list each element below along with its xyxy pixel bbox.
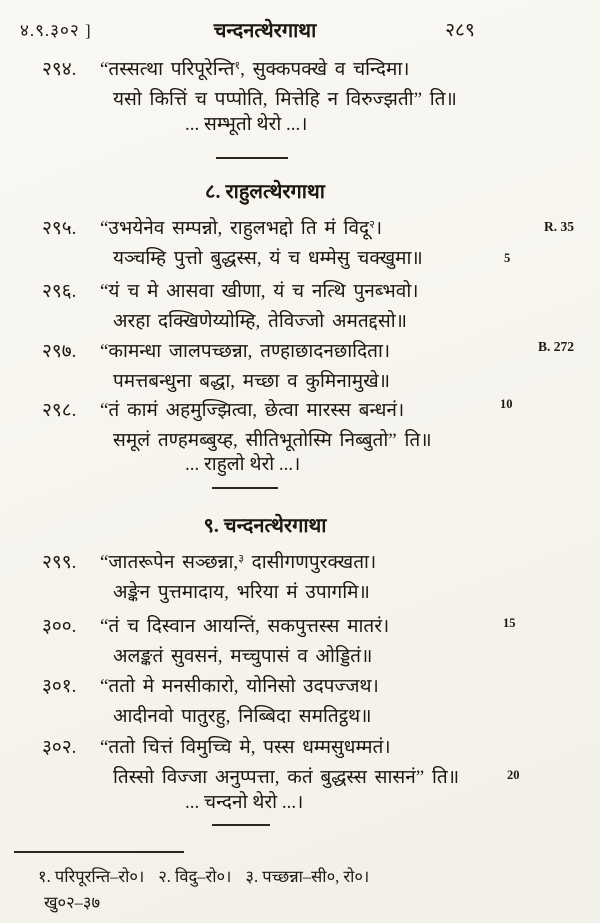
verse-number: २९८. (42, 400, 77, 421)
verse-number: २९४. (42, 59, 77, 80)
verse-number: ३०१. (42, 676, 77, 697)
margin-line-number-15: 15 (503, 616, 516, 630)
verse-302 (42, 733, 459, 793)
verse-line: अङ्केन पुत्तमादाय, भरिया मं उपागमि॥ (113, 582, 370, 603)
verse-300 (42, 612, 389, 672)
verse-line: अरहा दक्खिणेय्योम्हि, तेविज्जो अमतद्दसो॥ (113, 311, 408, 332)
verse-295 (42, 214, 423, 274)
header-verse-reference: ४.९.३०२ ] (20, 21, 92, 40)
footnote-marker: २ (369, 219, 375, 231)
verse-line: “ततो मे मनसीकारो, योनिसो उदपज्जथ। (100, 676, 379, 697)
footnote-3: ३. पच्छन्ना–सी०, रो०। (245, 867, 370, 886)
margin-line-number-5: 5 (504, 251, 511, 265)
section-heading-rahula: ८. राहुलत्थेरगाथा (205, 181, 325, 203)
verse-line: “जातरूपेन सञ्छन्ना,$^३$ दासीगणपुरक्खता। (100, 552, 377, 573)
colophon-rahulo: ... राहुलो थेरो ...। (185, 454, 301, 475)
verse-line: “तं च दिस्वान आयन्तिं, सकपुत्तस्स मातरं। (100, 616, 390, 637)
section-heading-chandana: ९. चन्दनत्थेरगाथा (203, 515, 327, 537)
verse-line: “तस्सत्था परिपूरेन्ति$^१$, सुक्कपक्खे व चन्दिमा। (100, 59, 410, 80)
volume-signature: खु०२–३७ (44, 893, 101, 912)
verse-number: २९९. (42, 552, 77, 573)
margin-ref-r35: R. 35 (544, 219, 574, 234)
verse-line: समूलं तण्हमब्बुय्ह, सीतिभूतोस्मि निब्बुतो” ति॥ (113, 430, 432, 451)
verse-line: यसो कित्तिं च पप्पोति, मित्तेहि न विरुज्झती” ति॥ (113, 89, 457, 110)
verse-line: “कामन्धा जालपच्छन्ना, तण्हाछादनछादिता। (100, 341, 391, 362)
verse-number: ३००. (42, 616, 77, 637)
page-number: २८९ (445, 20, 475, 41)
footnote-1: १. परिपूरन्ति–रो०। (38, 867, 145, 886)
verse-line: तिस्सो विज्जा अनुप्पत्ता, कतं बुद्धस्स सासनं” ति॥ (113, 767, 460, 788)
verse-number: ३०२. (42, 737, 77, 758)
verse-299 (42, 548, 376, 608)
verse-line: “यं च मे आसवा खीणा, यं च नत्थि पुनब्भवो। (100, 281, 419, 302)
verse-number: २९६. (42, 281, 77, 302)
verse-line: अलङ्कतं सुवसनं, मच्चुपासं व ओड्डितं॥ (113, 646, 373, 667)
verse-number: २९७. (42, 341, 77, 362)
colophon-sambhuto: ... सम्भूतो थेरो ...। (185, 114, 308, 135)
footnote-line (38, 864, 383, 887)
margin-ref-b272: B. 272 (538, 339, 575, 354)
footnote-marker: ३ (238, 553, 244, 565)
verse-line: “तं कामं अहमुज्झित्वा, छेत्वा मारस्स बन्धनं। (100, 400, 405, 421)
verse-line: यञ्चम्हि पुत्तो बुद्धस्स, यं च धम्मेसु चक्खुमा॥ (113, 248, 423, 269)
verse-line: “उभयेनेव सम्पन्नो, राहुलभद्दो ति मं विदू$^२$। (100, 218, 383, 239)
section-divider-rule (216, 157, 288, 159)
margin-line-number-20: 20 (507, 768, 520, 782)
colophon-chandano: ... चन्दनो थेरो ...। (185, 792, 304, 813)
verse-301 (42, 672, 379, 732)
verse-297 (42, 337, 390, 397)
footnote-separator-rule (14, 851, 184, 853)
footnote-marker: १ (234, 60, 241, 72)
verse-number: २९५. (42, 218, 77, 239)
footnote-2: २. विदु–रो०। (158, 867, 232, 886)
verse-294 (42, 55, 457, 115)
section-divider-rule (212, 487, 278, 489)
running-title: चन्दनत्थेरगाथा (213, 20, 317, 42)
section-divider-rule (212, 824, 270, 826)
verse-296 (42, 277, 418, 337)
verse-298 (42, 396, 432, 456)
verse-line: आदीनवो पातुरहु, निब्बिदा समतिट्ठथ॥ (113, 706, 372, 727)
verse-line: पमत्तबन्धुना बद्धा, मच्छा व कुमिनामुखे॥ (113, 371, 391, 392)
margin-line-number-10: 10 (500, 397, 513, 411)
verse-line: “ततो चित्तं विमुच्चि मे, पस्स धम्मसुधम्मतं। (100, 737, 391, 758)
